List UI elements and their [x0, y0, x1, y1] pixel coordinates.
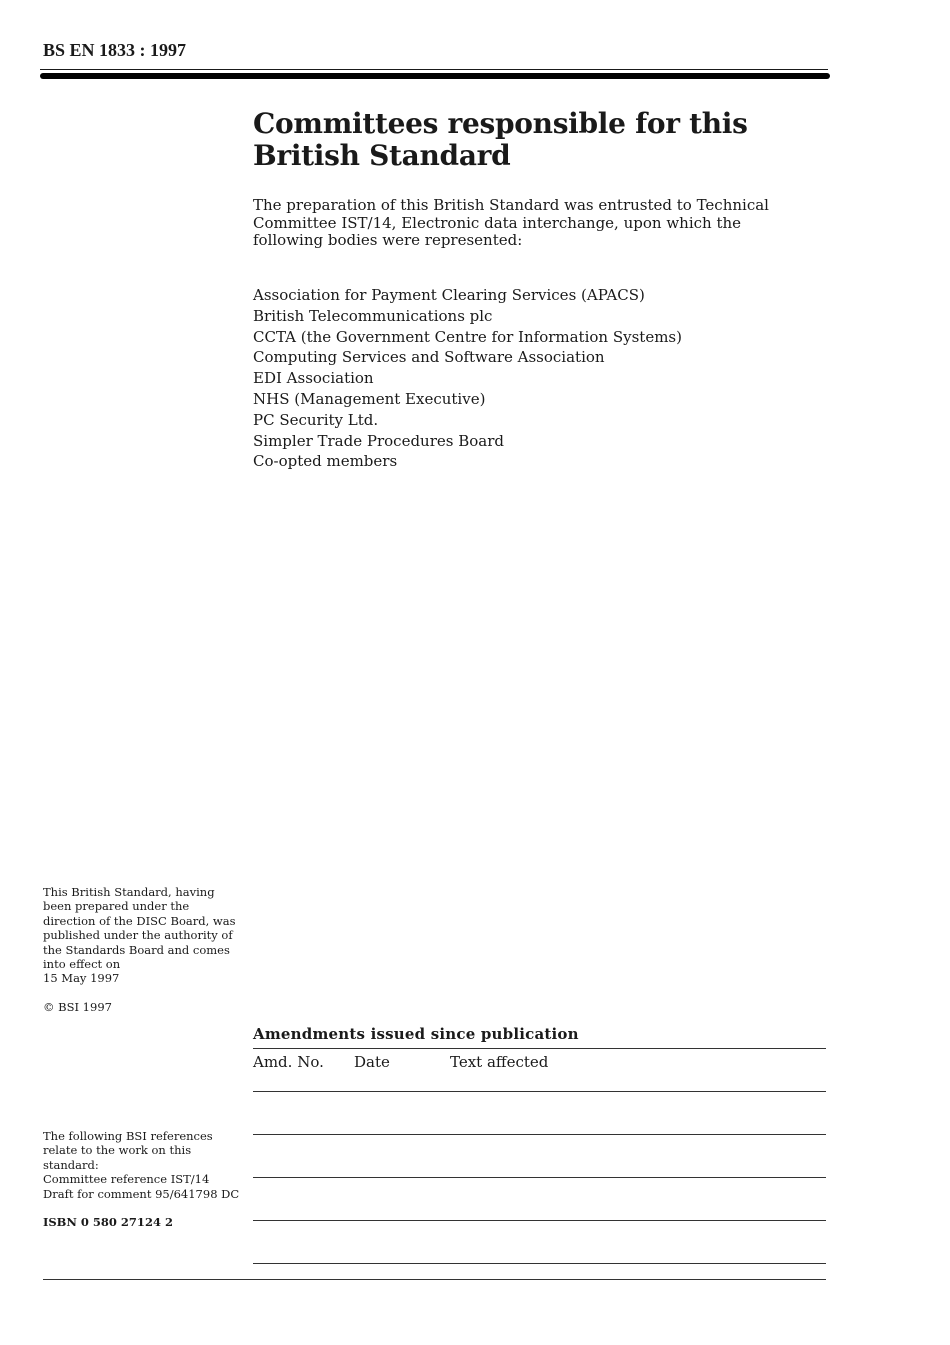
isbn: ISBN 0 580 27124 2	[43, 1215, 173, 1229]
amendments-table-top-rule	[253, 1048, 826, 1049]
list-item: Computing Services and Software Association	[253, 348, 605, 367]
amendments-title: Amendments issued since publication	[253, 1025, 579, 1043]
bsi-references	[43, 1129, 243, 1201]
list-item: PC Security Ltd.	[253, 410, 379, 429]
list-item: British Telecommunications plc	[253, 306, 493, 325]
amendments-row-rule	[253, 1134, 826, 1135]
note-line: direction of the DISC Board, was	[43, 913, 236, 928]
page-title	[253, 108, 813, 172]
note-line: 15 May 1997	[43, 971, 120, 986]
reference-line: relate to the work on this	[43, 1143, 192, 1158]
copyright-notice: © BSI 1997	[43, 1000, 112, 1014]
page-title-line-2: British Standard	[253, 139, 511, 172]
list-item: EDI Association	[253, 369, 374, 388]
intro-paragraph: The preparation of this British Standard was entrusted to Technical Committee IST/14, Electronic data interchange, upon which the following bodies were represented:	[253, 196, 769, 249]
header-rule-thin	[40, 69, 828, 70]
column-header-text-affected: Text affected	[450, 1053, 549, 1071]
reference-line: standard:	[43, 1157, 99, 1172]
note-line: into effect on	[43, 957, 121, 972]
reference-line: The following BSI references	[43, 1129, 213, 1143]
reference-line: Draft for comment 95/641798 DC	[43, 1186, 240, 1201]
note-line: published under the authority of	[43, 928, 233, 943]
column-header-amd-no: Amd. No.	[253, 1053, 324, 1071]
amendments-row-rule	[253, 1177, 826, 1178]
reference-line: Committee reference IST/14	[43, 1172, 210, 1187]
list-item: Co-opted members	[253, 452, 398, 471]
list-item: Simpler Trade Procedures Board	[253, 431, 504, 450]
page-title-line-1: Committees responsible for this	[253, 107, 748, 140]
amendments-row-rule	[253, 1263, 826, 1264]
amendments-row-rule	[253, 1091, 826, 1092]
list-item: Association for Payment Clearing Services (APACS)	[253, 286, 645, 304]
note-line: This British Standard, having	[43, 885, 215, 899]
footer-rule	[43, 1279, 826, 1280]
header-rule-thick	[40, 73, 830, 79]
list-item: CCTA (the Government Centre for Information Systems)	[253, 327, 682, 346]
standard-id: BS EN 1833 : 1997	[43, 40, 187, 60]
amendments-row-rule	[253, 1220, 826, 1221]
note-line: the Standards Board and comes	[43, 942, 230, 957]
note-line: been prepared under the	[43, 899, 190, 914]
list-item: NHS (Management Executive)	[253, 389, 486, 408]
publication-note	[43, 885, 238, 986]
column-header-date: Date	[354, 1053, 390, 1071]
represented-bodies-list	[253, 285, 682, 472]
